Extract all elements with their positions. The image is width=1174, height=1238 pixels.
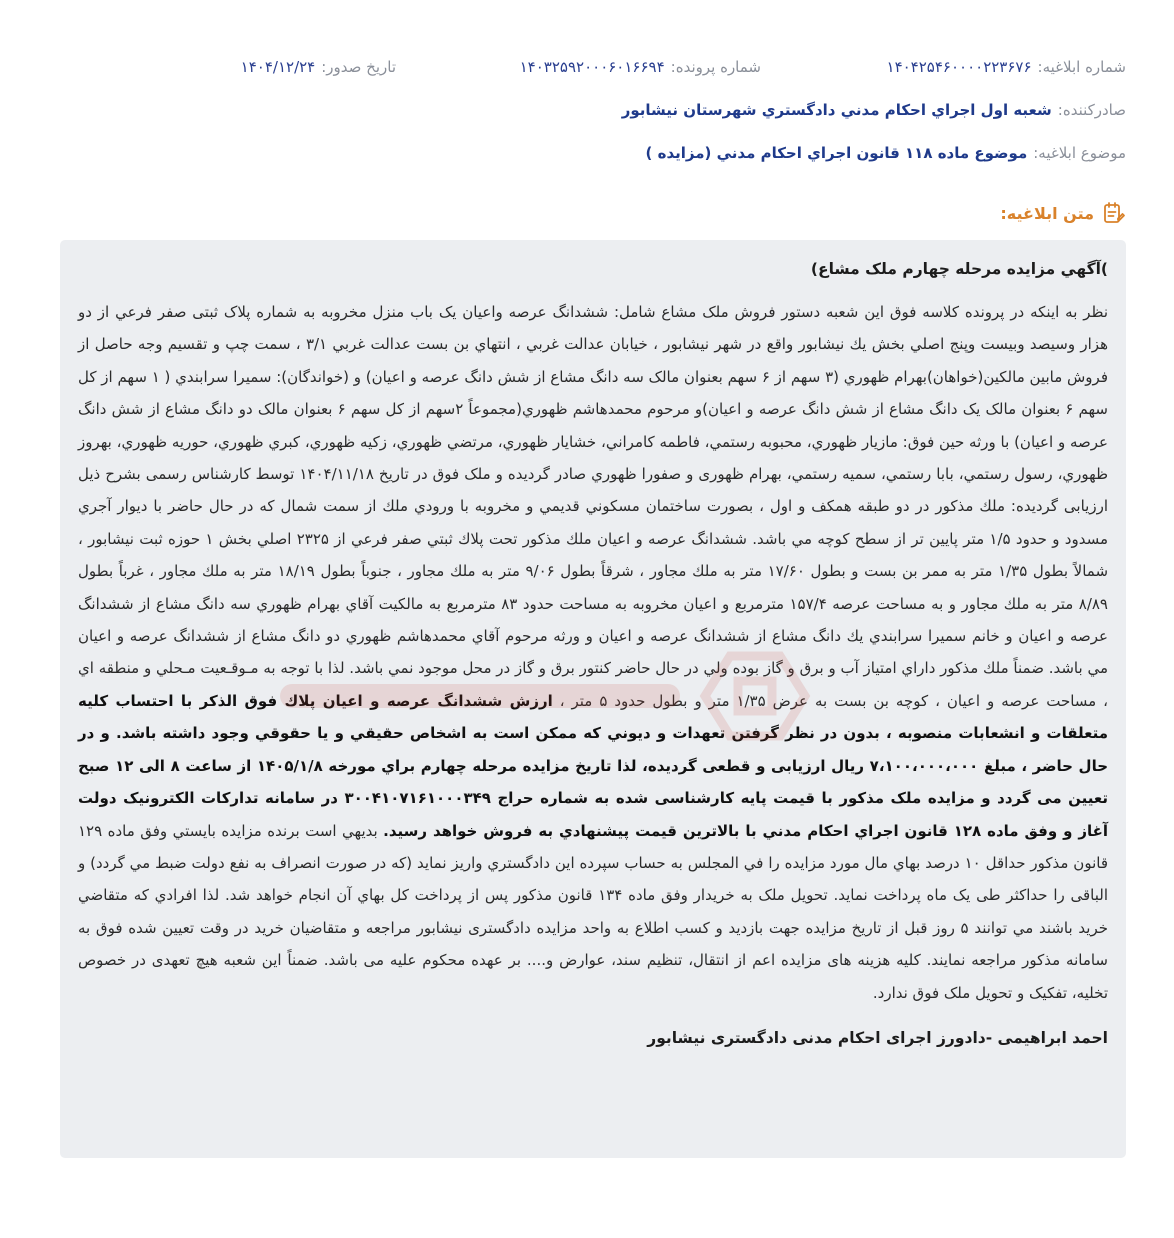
issue-date-label: تاریخ صدور: [321,58,396,76]
subject-label: موضوع ابلاغیه: [1033,144,1126,162]
notice-number-value: ۱۴۰۴۲۵۴۶۰۰۰۰۲۲۳۶۷۶ [886,58,1032,76]
case-number-value: ۱۴۰۳۲۵۹۲۰۰۰۶۰۱۶۶۹۴ [519,58,665,76]
section-title-text: متن ابلاغیه: [1000,203,1094,223]
notice-number [887,58,1126,76]
notice-body-part2: بديهي است برنده مزايده بايستي وفق ماده ۱۲۹ قانون مذكور حداقل ۱۰ درصد بهاي مال مورد مزايده را في المجلس به حساب سپرده اين دادگستري واريز نمايد (كه در صورت انصراف به نفع دولت ضبط مي گردد) و الباقی را حداكثر طی يک ماه پرداخت نمايد. تحويل ملک به خريدار وفق ماده ۱۳۴ قانون مذكور پس از پرداخت كل بهاي آن انجام خواهد شد. لذا افرادي كه متقاضي خريد باشند مي توانند ۵ روز قبل از تاريخ مزايده جهت بازديد و كسب اطلاع به واحد مزايده دادگستری نيشابور مراجعه و متقاضيان خريد در وقت تعيين شده فوق به سامانه مذكور مراجعه نمايند. کليه هزينه های مزايده اعم از انتقال، تنظيم سند، عوارض و.... بر عهده محکوم عليه می باشد. ضمناً اين شعبه هيچ تعهدی در خصوص تخليه، تفکيک و تحويل ملک فوق ندارد. [78,821,1108,1002]
issuer-label: صادرکننده: [1057,101,1126,119]
notice-number-label: شماره ابلاغیه: [1037,58,1126,76]
notice-title: )آگهي مزايده مرحله چهارم ملک مشاع) [810,260,1108,278]
notice-content-box [60,240,1126,1158]
case-number-label: شماره پرونده: [670,58,761,76]
notice-body [78,296,1108,1009]
signature: احمد ابراهيمی -دادورز اجرای احکام مدنی دادگستری نيشابور [647,1028,1108,1047]
issuer-value: شعبه اول اجراي احکام مدني دادگستري شهرستان نيشابور [621,101,1052,119]
notice-body-part1: نظر به اينكه در پرونده كلاسه فوق اين شعبه دستور فروش ملک مشاع شامل: ششدانگ عرصه واعيان يک باب منزل مخروبه به شماره پلاک ثبتی صفر فرعي از دو هزار وسيصد وبيست وپنج اصلي بخش يك نيشابور واقع در شهر نيشابور ، خيابان عدالت غربي ، انتهاي بن بست عدالت غربي ۳/۱ ، سمت چپ و تقسيم وجه حاصل از فروش مابين مالکين(خواهان)بهرام ظهوري (۳ سهم از ۶ سهم بعنوان مالک سه دانگ مشاع از شش دانگ عرصه و اعيان) و (خواندگان): سميرا سرابندي ( ۱ سهم از کل سهم ۶ بعنوان مالک يک دانگ مشاع از شش دانگ عرصه و اعيان)و مرحوم محمدهاشم ظهوري(مجموعاً ۲سهم از کل سهم ۶ بعنوان مالک دو دانگ مشاع از شش دانگ عرصه و اعيان) با ورثه حين فوق: مازيار ظهوري، محبوبه رستمي، فاطمه كامراني، خشايار ظهوري، مرتضي ظهوري، زكيه ظهوري، كبري ظهوري، حوريه ظهوري، بهروز ظهوري، رسول رستمي، بابا رستمي، سميه رستمي، بهرام ظهوری و صفورا ظهوري صادر گرديده و ملک فوق در تاريخ ۱۴۰۴/۱۱/۱۸ توسط كارشناس رسمی بشرح ذيل ارزيابی گرديده: ملك مذكور در دو طبقه همكف و اول ، بصورت ساختمان مسكوني قديمي و مخروبه با ورودي ملك از سمت شمال كه در حال حاضر با ديوار آجري مسدود و حدود ۱/۵ متر پايين تر از سطح كوچه مي باشد. ششدانگ عرصه و اعيان ملك مذكور تحت پلاك ثبتي صفر فرعي از ۲۳۲۵ اصلي بخش ۱ حوزه ثبت نيشابور ، شمالاً بطول ۱/۳۵ متر به ممر بن بست و بطول ۱۷/۶۰ متر به ملك مجاور ، شرقاً بطول ۹/۰۶ متر به ملك مجاور ، جنوباً بطول ۱۸/۱۹ متر به ملك مجاور ، غرباً بطول ۸/۸۹ متر به ملك مجاور و به مساحت عرصه ۱۵۷/۴ مترمربع و اعيان مخروبه به مساحت حدود ۸۳ مترمربع به مالكيت آقاي بهرام ظهوري سه دانگ مشاع از ششدانگ عرصه و اعيان و خانم سميرا سرابندي يك دانگ مشاع از ششدانگ عرصه و اعيان و ورثه مرحوم آقاي محمدهاشم ظهوري دو دانگ مشاع از ششدانگ عرصه و اعيان مي باشد. ضمناً ملك مذكور داراي امتياز آب و برق و گاز بوده ولي در حال حاضر كنتور برق و گاز در محل موجود نمي باشد. لذا با توجه به مـوقـعيت مـحلي و منطقه اي ، مساحت عرصه و اعيان ، كوچه بن بست به عرض ۱/۳۵ متر و بطول حدود ۵ متر ، [78,303,1109,710]
document-edit-icon [1102,201,1126,225]
case-number [520,58,761,76]
subject-row [48,144,1126,162]
issue-date [241,58,396,76]
subject-value: موضوع ماده ۱۱۸ قانون اجراي احکام مدني (مزايده ) [645,144,1028,162]
notice-body-bold: ارزش ششدانگ عرصه و اعيان پلاك فوق الذكر با احتساب كليه متعلقات و انشعابات منصوبه ، بدون در نظر گرفتن تعهدات و ديوني كه ممكن است به اشخاص حقيقي و يا حقوقي وجود داشته باشد. و در حال حاضر ، مبلغ ۷،۱۰۰،۰۰۰،۰۰۰ ريال ارزيابی و قطعی گرديده، لذا تاريخ مزايده مرحله چهارم براي مورخه ۱۴۰۵/۱/۸ از ساعت ۸ الی ۱۲ صبح تعيين می گردد و مزايده ملک مذکور با قيمت پايه کارشناسی شده به شماره حراج ۳۰۰۴۱۰۷۱۶۱۰۰۰۳۴۹ در سامانه تدارکات الکترونيک دولت آغاز و وفق ماده ۱۲۸ قانون اجراي احكام مدني با بالاترين قيمت پيشنهادي به فروش خواهد رسيد. [78,691,1109,840]
issue-date-value: ۱۴۰۴/۱۲/۲۴ [240,58,316,76]
section-title [1000,201,1126,225]
issuer-row [48,101,1126,119]
